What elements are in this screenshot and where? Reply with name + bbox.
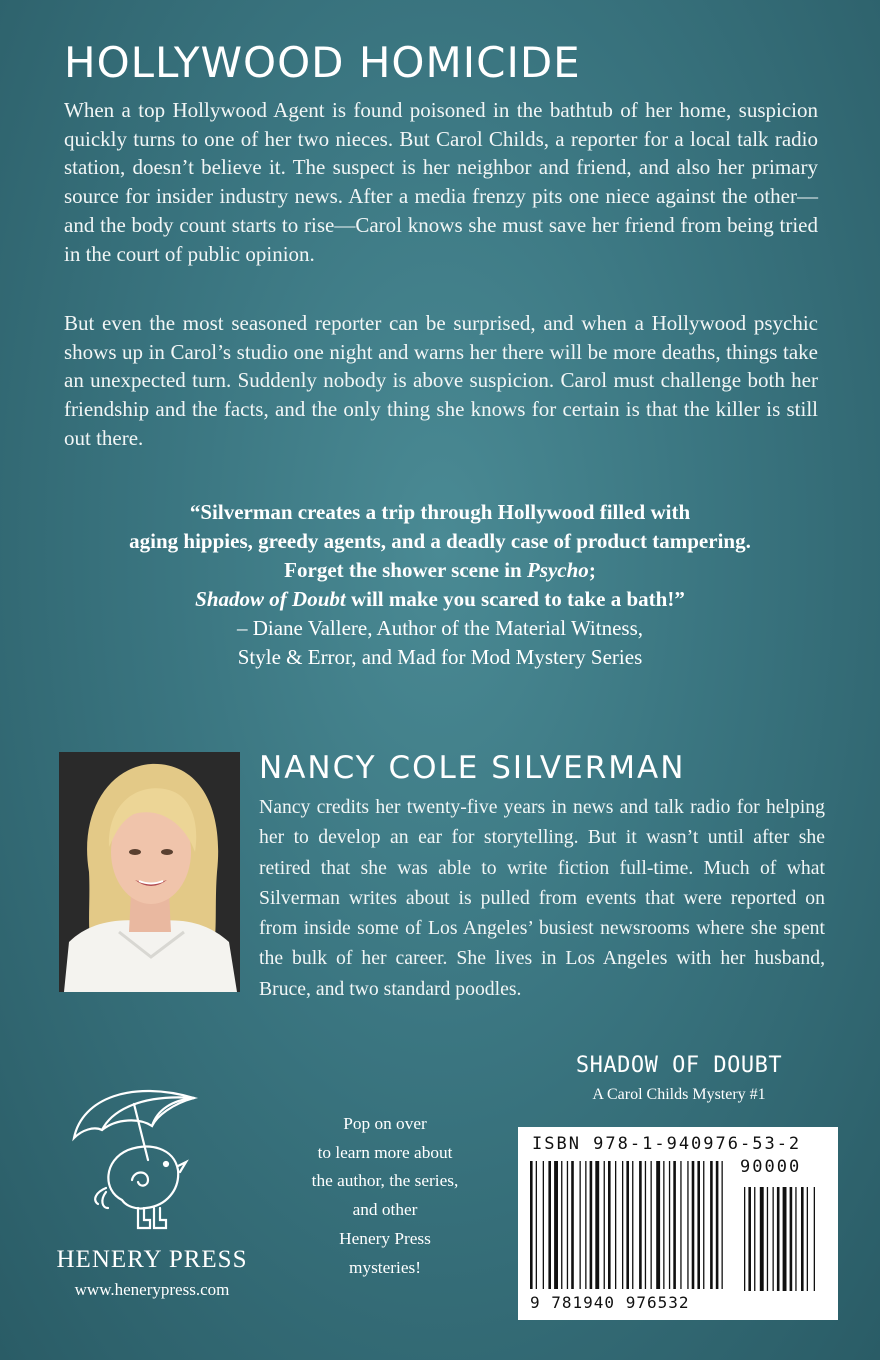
quote-line-2: aging hippies, greedy agents, and a deadly case of product tampering. bbox=[129, 529, 751, 553]
promo-line: mysteries! bbox=[349, 1257, 421, 1277]
quote-attribution-2: Style & Error, and Mad for Mod Mystery Series bbox=[237, 645, 643, 669]
quote-line-3: Forget the shower scene in Psycho; bbox=[284, 558, 596, 582]
promo-line: Pop on over bbox=[343, 1114, 427, 1133]
review-quote bbox=[0, 498, 880, 672]
back-cover-heading: HOLLYWOOD HOMICIDE bbox=[64, 38, 581, 87]
isbn-number: ISBN 978-1-940976-53-2 bbox=[532, 1134, 802, 1154]
author-bio: Nancy credits her twenty-five years in news and talk radio for helping her to develop an ear for storytelling. But it wasn’t until after she retired that she was able to write fiction full-time. Much of what Silverman writes about is pulled from events that were reported on from inside some of Los Angeles’ busiest newsrooms where she spent the bulk of her career. She lives in Los Angeles with her husband, Bruce, and two standard poodles. bbox=[259, 796, 825, 1000]
publisher-url[interactable]: www.henerypress.com bbox=[74, 1280, 230, 1299]
promo-line: Henery Press bbox=[339, 1228, 431, 1248]
quote-line-4: Shadow of Doubt will make you scared to take a bath!” bbox=[195, 587, 685, 611]
blurb-paragraph-2: But even the most seasoned reporter can be surprised, and when a Hollywood psychic shows up in Carol’s studio one night and warns her there will be more deaths, things take an unexpected turn. Suddenly nobody is above suspicion. Carol must challenge both her friendship and the facts, and the only thing she knows for certain is that the killer is still out there. bbox=[64, 311, 818, 450]
quote-attribution-1: – Diane Vallere, Author of the Material Witness, bbox=[236, 616, 644, 640]
quote-line-1: “Silverman creates a trip through Hollywood filled with bbox=[189, 500, 691, 524]
promo-line: and other bbox=[352, 1200, 418, 1220]
series-subtitle: A Carol Childs Mystery #1 bbox=[592, 1086, 766, 1103]
henery-press-bird-logo-icon bbox=[62, 1080, 212, 1240]
promo-text bbox=[272, 1110, 498, 1282]
barcode-addon-number: 90000 bbox=[740, 1157, 802, 1177]
author-name: NANCY COLE SILVERMAN bbox=[259, 750, 686, 786]
isbn-barcode bbox=[518, 1127, 838, 1320]
barcode-bars bbox=[530, 1161, 826, 1291]
series-title: SHADOW OF DOUBT bbox=[575, 1053, 783, 1078]
publisher-name: HENERY PRESS bbox=[56, 1246, 248, 1273]
author-photo bbox=[59, 752, 240, 992]
promo-line: to learn more about bbox=[317, 1142, 453, 1162]
promo-line: the author, the series, bbox=[311, 1171, 459, 1191]
blurb-paragraph-1: When a top Hollywood Agent is found poisoned in the bathtub of her home, suspicion quickly turns to one of her two nieces. But Carol Childs, a reporter for a local talk radio station, doesn’t believe it. The suspect is her neighbor and friend, and also her primary source for insider industry news. After a media frenzy pits one niece against the other—and the body count starts to rise—Carol knows she must save her friend from being tried in the court of public opinion. bbox=[64, 98, 818, 266]
ean-number: 9 781940 976532 bbox=[530, 1293, 690, 1312]
